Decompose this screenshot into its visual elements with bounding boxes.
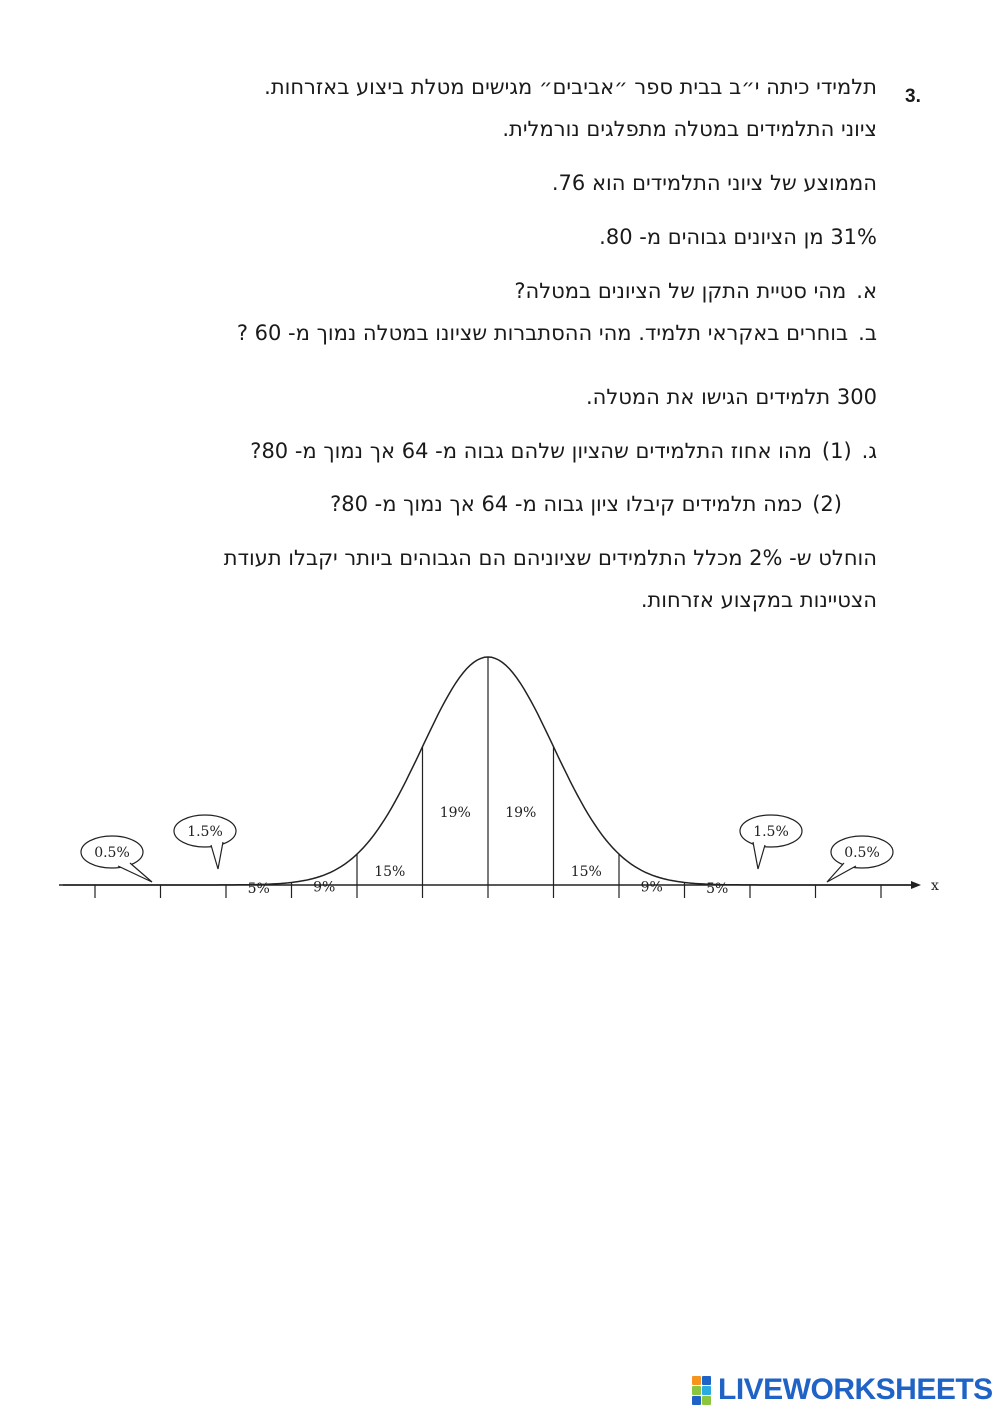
- part-c-marker: ג.: [861, 439, 877, 463]
- question-number: 3.: [905, 86, 921, 107]
- region-label: 5%: [706, 880, 729, 897]
- x-axis-label: x: [931, 878, 939, 894]
- percent-line: 31% מן הציונים גבוהים מ- 80.: [599, 225, 877, 249]
- callout-pointer: [753, 842, 765, 869]
- part-c2-text: כמה תלמידים קיבלו ציון גבוה מ- 64 אך נמוך מ- 80?: [330, 492, 803, 516]
- students-line: 300 תלמידים הגישו את המטלה.: [585, 385, 877, 409]
- logo-icon: [692, 1376, 712, 1404]
- region-label: 1.5%: [753, 824, 789, 840]
- mean-line: הממוצע של ציוני התלמידים הוא 76.: [551, 171, 877, 195]
- callout-pointer: [211, 842, 223, 869]
- liveworksheets-logo: [692, 1370, 993, 1410]
- callout-pointer: [827, 863, 856, 882]
- part-b-text: בוחרים באקראי תלמיד. מהי ההסתברות שציונו במטלה נמוך מ- 60 ?: [236, 321, 849, 345]
- chart-layer: [59, 657, 939, 898]
- closing-line-1: הוחלט ש- 2% מכלל התלמידים שציוניהם הם הגבוהים ביותר יקבלו תעודת: [223, 546, 877, 570]
- closing-line-2: הצטיינות במקצוע אזרחות.: [640, 588, 877, 612]
- callout-pointer: [118, 863, 152, 882]
- part-b: [237, 318, 877, 348]
- region-label: 15%: [374, 864, 406, 881]
- region-label: 15%: [570, 864, 602, 881]
- part-c1-marker: (1): [821, 439, 852, 463]
- region-label: 9%: [313, 879, 336, 896]
- intro-line-2: ציוני התלמידים במטלה מתפלגים נורמלית.: [502, 117, 877, 141]
- intro-line-1: תלמידי כיתה י״ב בבית ספר ״אביבים״ מגישים מטלת ביצוע באזרחות.: [264, 75, 877, 99]
- part-c2-marker: (2): [812, 492, 842, 516]
- region-label: 9%: [640, 879, 663, 896]
- part-a-marker: א.: [856, 279, 877, 303]
- logo-text: LIVEWORKSHEETS: [718, 1373, 993, 1406]
- part-c1: [250, 436, 877, 466]
- part-b-marker: ב.: [858, 321, 877, 345]
- part-a: [514, 276, 877, 306]
- region-label: 19%: [505, 804, 537, 821]
- normal-distribution-chart: [55, 645, 955, 915]
- region-label: 1.5%: [187, 824, 223, 840]
- region-label: 0.5%: [844, 845, 880, 861]
- part-c1-text: מהו אחוז התלמידים שהציון שלהם גבוה מ- 64 אך נמוך מ- 80?: [250, 439, 812, 463]
- region-label: 0.5%: [94, 845, 130, 861]
- part-a-text: מהי סטיית התקן של הציונים במטלה?: [514, 279, 847, 303]
- region-label: 5%: [247, 880, 270, 897]
- region-label: 19%: [439, 804, 471, 821]
- part-c2: [330, 489, 842, 519]
